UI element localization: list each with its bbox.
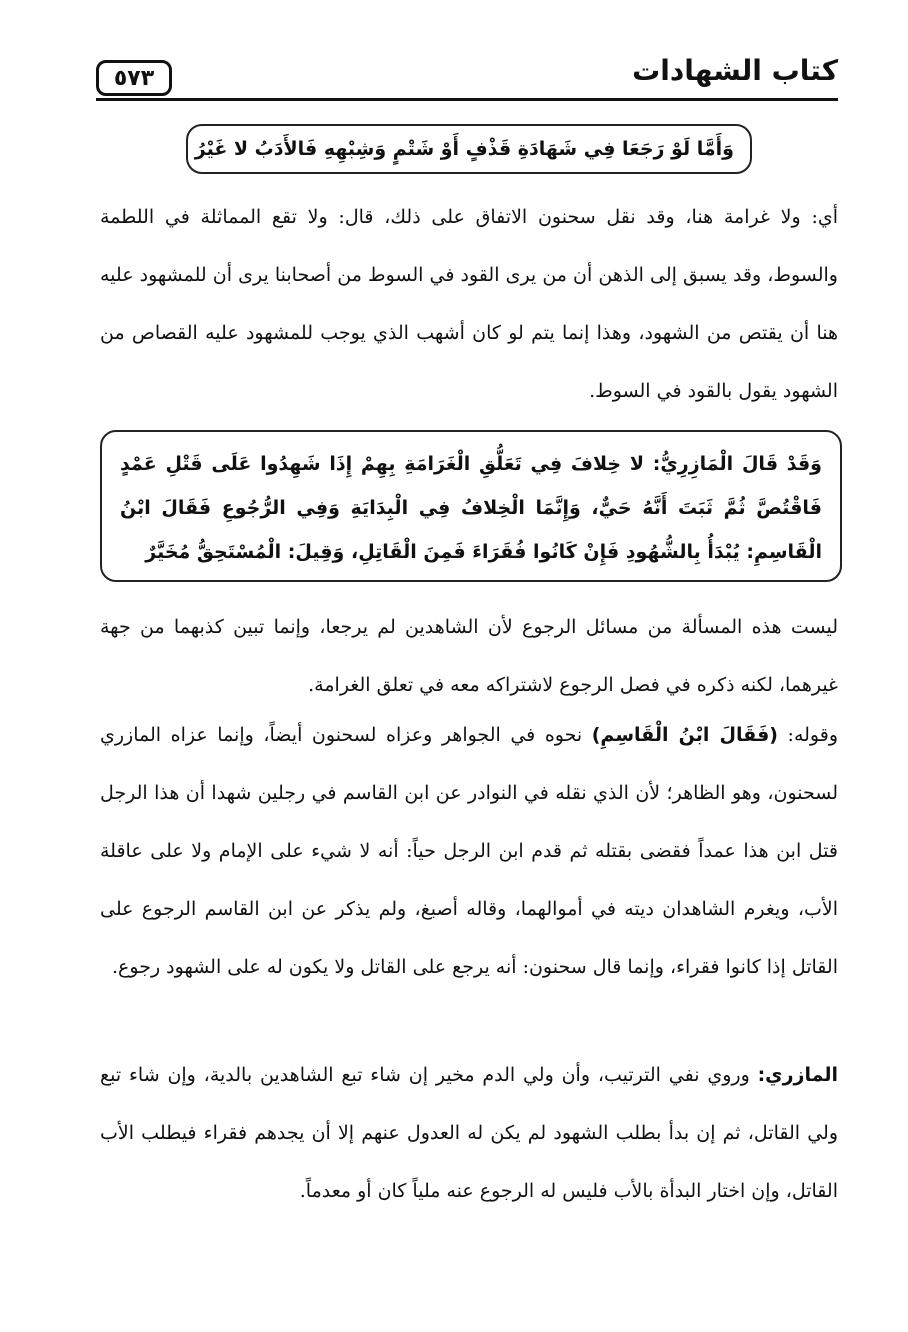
commentary-paragraph-4 — [100, 1046, 838, 1220]
commentary-paragraph-1: أي: ولا غرامة هنا، وقد نقل سحنون الاتفاق على ذلك، قال: ولا تقع المماثلة في اللطمة والسوط، وقد يسبق إلى الذهن أن من يرى القود في السوط من أصحابنا يرى أن للمشهود عليه هنا أن يقتص من الشهود، وهذا إنما يتم لو كان أشهب الذي يوجب للمشهود عليه القصاص من الشهود يقول بالقود في السوط. — [100, 206, 838, 402]
page-number: ٥٧٣ — [96, 60, 172, 96]
matn-text-1: وَأَمَّا لَوْ رَجَعَا فِي شَهَادَةِ قَذْفٍ أَوْ شَتْمٍ وَشِبْهِهِ فَالأَدَبُ لا غَيْرُ — [194, 138, 734, 160]
commentary-paragraph-2: ليست هذه المسألة من مسائل الرجوع لأن الشاهدين لم يرجعا، وإنما تبين كذبهما من جهة غيرهما، لكنه ذكره في فصل الرجوع لاشتراكه معه في تعلق الغرامة. — [100, 616, 838, 696]
paragraph-4-body: وروي نفي الترتيب، وأن ولي الدم مخير إن شاء تبع الشاهدين بالدية، وإن شاء تبع ولي القاتل، ثم إن بدأ بطلب الشهود لم يكن له العدول عنهم إلا أن يجدهم فقراء فيطلب الأب القاتل، وإن اختار البدأة بالأب فليس له الرجوع عنه ملياً كان أو معدماً. — [100, 1064, 838, 1202]
matn-text-2: وَقَدْ قَالَ الْمَازِرِيُّ: لا خِلافَ فِي تَعَلُّقِ الْغَرَامَةِ بِهِمْ إِذَا شَهِدُوا عَلَى قَتْلِ عَمْدٍ فَاقْتُصَّ ثُمَّ ثَبَتَ أَنَّهُ حَيٌّ، وَإِنَّمَا الْخِلافُ فِي الْبِدَايَةِ وَفِي الرُّجُوعِ فَقَالَ ابْنُ الْقَاسِمِ: يُبْدَأُ بِالشُّهُودِ فَإِنْ كَانُوا فُقَرَاءَ فَمِنَ الْقَاتِلِ، وَقِيلَ: الْمُسْتَحِقُّ مُخَيَّرٌ — [120, 453, 822, 563]
matn-box-2 — [100, 430, 842, 582]
paragraph-3-body: نحوه في الجواهر وعزاه لسحنون أيضاً، وإنما عزاه المازري لسحنون، وهو الظاهر؛ لأن الذي نقله في النوادر عن ابن القاسم في رجلين شهدا أن هذا الرجل قتل ابن هذا عمداً فقضى بقتله ثم قدم ابن الرجل حياً: أنه لا شيء على الإمام ولا على عاقلة الأب، ويغرم الشاهدان ديته في أموالهما، وقاله أصبغ، ولم يذكر عن ابن القاسم الرجوع على القاتل إذا كانوا فقراء، وإنما قال سحنون: أنه يرجع على القاتل ولا يكون له على الشهود رجوع. — [100, 724, 838, 978]
commentary-paragraph-3 — [100, 706, 838, 996]
book-title: كتاب الشهادات — [632, 54, 838, 87]
paragraph-3-lead: وقوله: — [777, 724, 839, 746]
matn-box-1 — [186, 124, 752, 174]
header-rule — [96, 98, 838, 101]
quoted-matn: (فَقَالَ ابْنُ الْقَاسِمِ) — [591, 724, 778, 746]
scholar-name: المازري: — [757, 1064, 838, 1086]
